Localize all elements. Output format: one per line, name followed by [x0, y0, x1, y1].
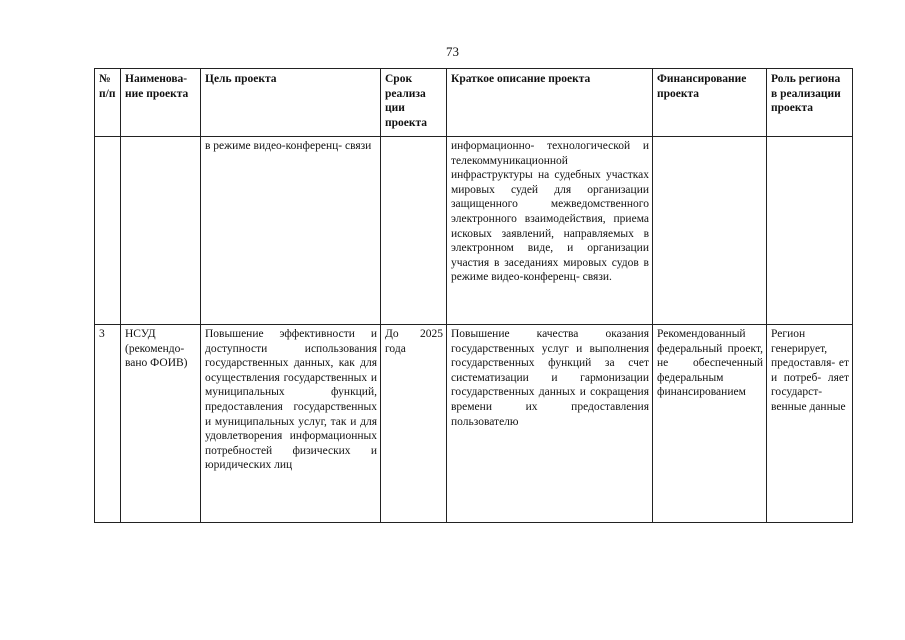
- cell-region-role: Регион генерирует, предоставля- ет и потреб- ляет государст- венные данные: [767, 325, 853, 523]
- cell-number: 3: [95, 325, 121, 523]
- header-project-goal: Цель проекта: [201, 69, 381, 137]
- cell-project-financing: Рекомендованный федеральный проект, не обеспеченный федеральным финансированием: [653, 325, 767, 523]
- cell-project-goal: Повышение эффективности и доступности использования государственных данных, как для осуществления государственных и муниципальных функций, предоставления государственных и муниципальных услуг, так и для удовлетворения информационных потребностей физических и юридических лиц: [201, 325, 381, 523]
- projects-table: [94, 68, 853, 523]
- table-row-continuation: [95, 137, 853, 325]
- header-project-financing: Финансирование проекта: [653, 69, 767, 137]
- cell-implementation-term: До 2025 года: [381, 325, 447, 523]
- cell-project-name: НСУД (рекомендо- вано ФОИВ): [121, 325, 201, 523]
- cell-region-role: [767, 137, 853, 325]
- table-header-row: [95, 69, 853, 137]
- header-project-description: Краткое описание проекта: [447, 69, 653, 137]
- header-implementation-term: Срок реализа ции проекта: [381, 69, 447, 137]
- cell-project-description: информационно- технологической и телекоммуникационной инфраструктуры на судебных участках мировых судей для организации защищенного межведомственного электронного взаимодействия, приема исковых заявлений, направляемых в электронном виде, и организации участия в заседаниях мировых судов в режиме видео-конференц- связи.: [447, 137, 653, 325]
- cell-number: [95, 137, 121, 325]
- table-row: [95, 325, 853, 523]
- cell-project-description: Повышение качества оказания государственных услуг и выполнения государственных функций за счет систематизации и гармонизации государственных данных и сокращения времени их предоставления пользователю: [447, 325, 653, 523]
- cell-project-name: [121, 137, 201, 325]
- cell-implementation-term: [381, 137, 447, 325]
- header-region-role: Роль региона в реализации проекта: [767, 69, 853, 137]
- page-number: 73: [446, 44, 459, 59]
- cell-project-financing: [653, 137, 767, 325]
- cell-project-goal: в режиме видео-конференц- связи: [201, 137, 381, 325]
- header-project-name: Наименова- ние проекта: [121, 69, 201, 137]
- header-number: № п/п: [95, 69, 121, 137]
